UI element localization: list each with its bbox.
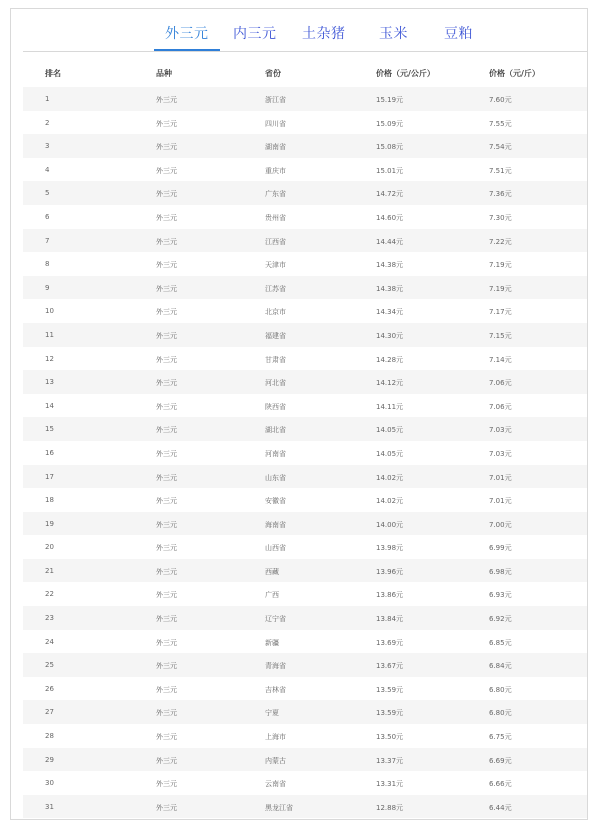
- rank-cell: 16: [45, 448, 54, 457]
- province-cell: 辽宁省: [265, 615, 286, 624]
- rank-cell: 3: [45, 142, 50, 151]
- price-kg-cell: 13.98元: [376, 544, 404, 553]
- table-row: [23, 181, 587, 205]
- variety-cell: 外三元: [156, 402, 177, 411]
- price-kg-cell: 14.60元: [376, 213, 404, 222]
- rank-cell: 27: [45, 708, 54, 717]
- variety-cell: 外三元: [156, 615, 177, 624]
- table-row: [23, 370, 587, 394]
- table-row: [23, 134, 587, 158]
- table-row: [23, 512, 587, 536]
- variety-cell: 外三元: [156, 449, 177, 458]
- price-kg-cell: 13.37元: [376, 756, 404, 765]
- variety-cell: 外三元: [156, 213, 177, 222]
- price-kg-cell: 14.38元: [376, 284, 404, 293]
- province-cell: 西藏: [265, 567, 279, 576]
- tab-nei-san-yuan[interactable]: 内三元: [233, 26, 277, 42]
- price-kg-cell: 15.08元: [376, 143, 404, 152]
- table-row: [23, 158, 587, 182]
- variety-cell: 外三元: [156, 803, 177, 812]
- price-kg-cell: 14.11元: [376, 402, 404, 411]
- price-kg-cell: 14.12元: [376, 379, 404, 388]
- province-cell: 青海省: [265, 662, 286, 671]
- table-row: [23, 229, 587, 253]
- price-jin-cell: 7.14元: [489, 355, 512, 364]
- rank-cell: 18: [45, 496, 54, 505]
- table-row: [23, 559, 587, 583]
- province-cell: 浙江省: [265, 96, 286, 104]
- price-kg-cell: 14.44元: [376, 237, 404, 246]
- price-kg-cell: 14.28元: [376, 355, 404, 364]
- variety-cell: 外三元: [156, 166, 177, 175]
- price-jin-cell: 7.06元: [489, 402, 512, 411]
- province-cell: 河南省: [265, 449, 286, 458]
- active-tab-indicator: [154, 49, 220, 51]
- rank-cell: 24: [45, 637, 54, 646]
- rank-cell: 1: [45, 95, 50, 103]
- price-jin-cell: 7.03元: [489, 426, 512, 435]
- header-province: 省份: [265, 69, 281, 78]
- province-cell: 江西省: [265, 237, 286, 246]
- table-row: [23, 394, 587, 418]
- price-kg-cell: 14.34元: [376, 308, 404, 317]
- rank-cell: 2: [45, 118, 50, 127]
- variety-cell: 外三元: [156, 544, 177, 553]
- table-row: [23, 724, 587, 748]
- price-kg-cell: 13.59元: [376, 709, 404, 718]
- table-row: [23, 771, 587, 795]
- province-cell: 江苏省: [265, 284, 286, 293]
- variety-cell: 外三元: [156, 780, 177, 789]
- header-price-jin: 价格（元/斤）: [489, 69, 540, 78]
- price-kg-cell: 15.19元: [376, 96, 404, 104]
- price-jin-cell: 6.80元: [489, 709, 512, 718]
- rank-cell: 13: [45, 378, 54, 387]
- rank-cell: 30: [45, 779, 54, 788]
- price-kg-cell: 13.86元: [376, 591, 404, 600]
- variety-cell: 外三元: [156, 733, 177, 742]
- price-kg-cell: 15.09元: [376, 119, 404, 128]
- province-cell: 贵州省: [265, 213, 286, 222]
- price-jin-cell: 7.15元: [489, 331, 512, 340]
- price-jin-cell: 7.54元: [489, 143, 512, 152]
- province-cell: 广西: [265, 591, 279, 600]
- price-kg-cell: 14.38元: [376, 261, 404, 270]
- price-jin-cell: 7.00元: [489, 520, 512, 529]
- table-row: [23, 582, 587, 606]
- variety-cell: 外三元: [156, 119, 177, 128]
- variety-cell: 外三元: [156, 709, 177, 718]
- table-row: [23, 748, 587, 772]
- price-jin-cell: 7.17元: [489, 308, 512, 317]
- price-jin-cell: 7.30元: [489, 213, 512, 222]
- variety-cell: 外三元: [156, 284, 177, 293]
- price-jin-cell: 6.93元: [489, 591, 512, 600]
- province-cell: 天津市: [265, 261, 286, 270]
- variety-cell: 外三元: [156, 355, 177, 364]
- variety-cell: 外三元: [156, 473, 177, 482]
- rank-cell: 9: [45, 283, 50, 292]
- price-jin-cell: 7.06元: [489, 379, 512, 388]
- variety-cell: 外三元: [156, 567, 177, 576]
- price-jin-cell: 7.36元: [489, 190, 512, 199]
- price-kg-cell: 13.67元: [376, 662, 404, 671]
- price-jin-cell: 6.84元: [489, 662, 512, 671]
- price-kg-cell: 14.02元: [376, 473, 404, 482]
- price-ranking-panel: [10, 8, 588, 820]
- tab-tu-za-zhu[interactable]: 土杂猪: [302, 26, 346, 42]
- rank-cell: 25: [45, 661, 54, 670]
- price-jin-cell: 7.60元: [489, 96, 512, 104]
- header-rank: 排名: [45, 69, 61, 78]
- price-jin-cell: 7.19元: [489, 284, 512, 293]
- price-kg-cell: 14.30元: [376, 331, 404, 340]
- province-cell: 湖南省: [265, 143, 286, 152]
- price-jin-cell: 7.55元: [489, 119, 512, 128]
- variety-cell: 外三元: [156, 237, 177, 246]
- table-row: [23, 276, 587, 300]
- variety-cell: 外三元: [156, 261, 177, 270]
- price-jin-cell: 6.75元: [489, 733, 512, 742]
- price-kg-cell: 12.88元: [376, 803, 404, 812]
- variety-cell: 外三元: [156, 591, 177, 600]
- rank-cell: 15: [45, 425, 54, 434]
- price-jin-cell: 6.66元: [489, 780, 512, 789]
- price-kg-cell: 14.05元: [376, 449, 404, 458]
- price-kg-cell: 13.69元: [376, 638, 404, 647]
- header-variety: 品种: [156, 69, 172, 78]
- table-row: [23, 299, 587, 323]
- variety-cell: 外三元: [156, 756, 177, 765]
- table-row: [23, 700, 587, 724]
- price-jin-cell: 6.80元: [489, 685, 512, 694]
- rank-cell: 5: [45, 189, 50, 198]
- price-kg-cell: 14.02元: [376, 497, 404, 506]
- province-cell: 北京市: [265, 308, 286, 317]
- table-row: [23, 465, 587, 489]
- variety-cell: 外三元: [156, 143, 177, 152]
- price-kg-cell: 13.96元: [376, 567, 404, 576]
- header-price-kg: 价格（元/公斤）: [376, 69, 435, 78]
- price-kg-cell: 13.59元: [376, 685, 404, 694]
- table-row: [23, 323, 587, 347]
- table-header: [23, 57, 587, 87]
- rank-cell: 21: [45, 566, 54, 575]
- variety-cell: 外三元: [156, 685, 177, 694]
- rank-cell: 4: [45, 165, 50, 174]
- price-jin-cell: 6.98元: [489, 567, 512, 576]
- price-jin-cell: 7.51元: [489, 166, 512, 175]
- rank-cell: 20: [45, 543, 54, 552]
- province-cell: 福建省: [265, 331, 286, 340]
- tab-wai-san-yuan[interactable]: 外三元: [165, 26, 209, 42]
- price-kg-cell: 13.50元: [376, 733, 404, 742]
- rank-cell: 26: [45, 684, 54, 693]
- rank-cell: 22: [45, 590, 54, 599]
- rank-cell: 8: [45, 260, 50, 269]
- variety-cell: 外三元: [156, 520, 177, 529]
- price-jin-cell: 6.92元: [489, 615, 512, 624]
- variety-cell: 外三元: [156, 379, 177, 388]
- variety-cell: 外三元: [156, 426, 177, 435]
- table-row: [23, 630, 587, 654]
- price-jin-cell: 7.22元: [489, 237, 512, 246]
- price-kg-cell: 13.84元: [376, 615, 404, 624]
- table-row: [23, 535, 587, 559]
- variety-cell: 外三元: [156, 662, 177, 671]
- price-kg-cell: 14.00元: [376, 520, 404, 529]
- province-cell: 湖北省: [265, 426, 286, 435]
- province-cell: 甘肃省: [265, 355, 286, 364]
- price-jin-cell: 7.19元: [489, 261, 512, 270]
- province-cell: 广东省: [265, 190, 286, 199]
- price-jin-cell: 6.44元: [489, 803, 512, 812]
- table-row: [23, 441, 587, 465]
- table-body: [23, 87, 587, 818]
- table-row: [23, 111, 587, 135]
- category-tabs: [23, 9, 587, 52]
- price-kg-cell: 14.05元: [376, 426, 404, 435]
- rank-cell: 11: [45, 330, 54, 339]
- rank-cell: 6: [45, 212, 50, 221]
- tab-dou-po[interactable]: 豆粕: [444, 26, 473, 42]
- price-kg-cell: 13.31元: [376, 780, 404, 789]
- variety-cell: 外三元: [156, 308, 177, 317]
- table-row: [23, 488, 587, 512]
- province-cell: 内蒙古: [265, 756, 286, 765]
- province-cell: 海南省: [265, 520, 286, 529]
- province-cell: 新疆: [265, 638, 279, 647]
- province-cell: 上海市: [265, 733, 286, 742]
- price-jin-cell: 7.01元: [489, 497, 512, 506]
- price-jin-cell: 6.99元: [489, 544, 512, 553]
- variety-cell: 外三元: [156, 96, 177, 104]
- price-jin-cell: 6.85元: [489, 638, 512, 647]
- province-cell: 吉林省: [265, 685, 286, 694]
- rank-cell: 12: [45, 354, 54, 363]
- price-kg-cell: 14.72元: [376, 190, 404, 199]
- table-row: [23, 417, 587, 441]
- rank-cell: 10: [45, 307, 54, 316]
- rank-cell: 28: [45, 732, 54, 741]
- variety-cell: 外三元: [156, 497, 177, 506]
- table-row: [23, 677, 587, 701]
- province-cell: 山东省: [265, 473, 286, 482]
- price-jin-cell: 6.69元: [489, 756, 512, 765]
- province-cell: 云南省: [265, 780, 286, 789]
- province-cell: 四川省: [265, 119, 286, 128]
- rank-cell: 19: [45, 519, 54, 528]
- rank-cell: 17: [45, 472, 54, 481]
- table-row: [23, 606, 587, 630]
- province-cell: 河北省: [265, 379, 286, 388]
- table-row: [23, 87, 587, 111]
- variety-cell: 外三元: [156, 331, 177, 340]
- table-row: [23, 205, 587, 229]
- table-row: [23, 795, 587, 819]
- province-cell: 陕西省: [265, 402, 286, 411]
- rank-cell: 14: [45, 401, 54, 410]
- table-row: [23, 252, 587, 276]
- rank-cell: 23: [45, 614, 54, 623]
- province-cell: 黑龙江省: [265, 803, 293, 812]
- variety-cell: 外三元: [156, 190, 177, 199]
- rank-cell: 31: [45, 802, 54, 811]
- rank-cell: 29: [45, 755, 54, 764]
- table-row: [23, 653, 587, 677]
- rank-cell: 7: [45, 236, 50, 245]
- table-row: [23, 347, 587, 371]
- province-cell: 重庆市: [265, 166, 286, 175]
- variety-cell: 外三元: [156, 638, 177, 647]
- price-jin-cell: 7.01元: [489, 473, 512, 482]
- province-cell: 宁夏: [265, 709, 279, 718]
- province-cell: 山西省: [265, 544, 286, 553]
- province-cell: 安徽省: [265, 497, 286, 506]
- price-jin-cell: 7.03元: [489, 449, 512, 458]
- tab-yu-mi[interactable]: 玉米: [379, 26, 408, 42]
- price-kg-cell: 15.01元: [376, 166, 404, 175]
